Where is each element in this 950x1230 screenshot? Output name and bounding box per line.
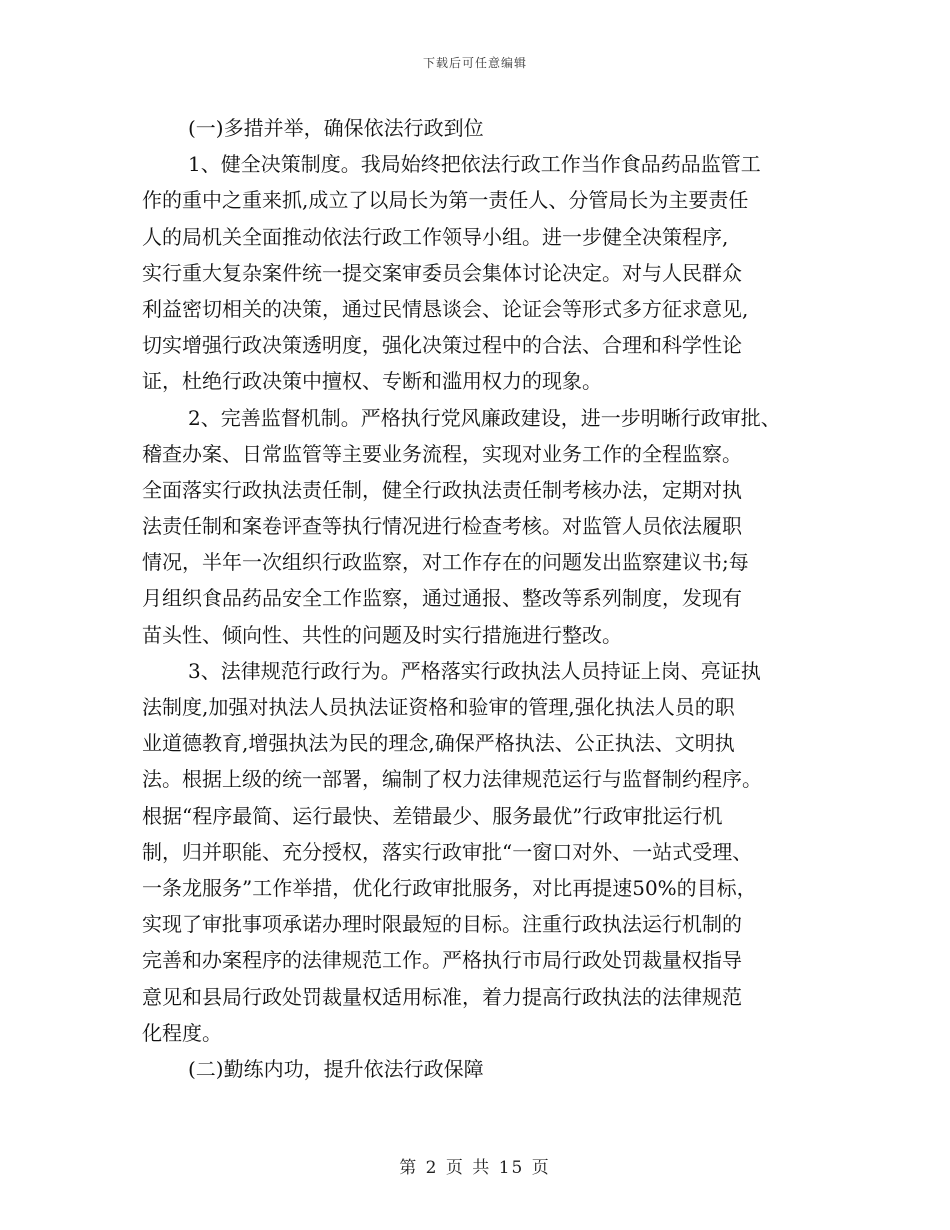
page-number-footer — [0, 1153, 950, 1178]
paragraph-line: 意见和县局行政处罚裁量权适用标准，着力提高行政执法的法律规范 — [142, 984, 742, 1009]
section-heading: (二)勤练内功，提升依法行政保障 — [188, 1056, 484, 1081]
footer-suffix: 页 — [531, 1158, 551, 1178]
paragraph-line: 完善和办案程序的法律规范工作。严格执行市局行政处罚裁量权指导 — [142, 948, 742, 973]
paragraph-line: 实行重大复杂案件统一提交案审委员会集体讨论决定。对与人民群众 — [142, 260, 742, 285]
paragraph-line: 3、法律规范行政行为。严格落实行政执法人员持证上岗、亮证执 — [188, 658, 761, 683]
paragraph-line: 利益密切相关的决策，通过民情恳谈会、论证会等形式多方征求意见, — [142, 296, 749, 321]
paragraph-line: 一条龙服务”工作举措，优化行政审批服务，对比再提速50%的目标， — [142, 875, 757, 900]
paragraph-line: 稽查办案、日常监管等主要业务流程，实现对业务工作的全程监察。 — [142, 441, 742, 466]
paragraph-line: 切实增强行政决策透明度，强化决策过程中的合法、合理和科学性论 — [142, 333, 742, 358]
paragraph-line: 情况，半年一次组织行政监察，对工作存在的问题发出监察建议书;每 — [142, 550, 749, 575]
paragraph-line: 化程度。 — [142, 1020, 222, 1045]
footer-current-page: 2 — [425, 1158, 439, 1178]
paragraph-line: 业道德教育,增强执法为民的理念,确保严格执法、公正执法、文明执 — [142, 731, 735, 756]
footer-middle: 页 共 — [445, 1158, 492, 1178]
footer-prefix: 第 — [399, 1158, 419, 1178]
paragraph-line: 证，杜绝行政决策中擅权、专断和滥用权力的现象。 — [142, 369, 602, 394]
paragraph-line: 实现了审批事项承诺办理时限最短的目标。注重行政执法运行机制的 — [142, 912, 742, 937]
paragraph-line: 人的局机关全面推动依法行政工作领导小组。进一步健全决策程序, — [142, 224, 729, 249]
section-heading: (一)多措并举，确保依法行政到位 — [188, 116, 484, 140]
paragraph-line: 法责任制和案卷评查等执行情况进行检查考核。对监管人员依法履职 — [142, 514, 742, 539]
paragraph-line: 根据“程序最简、运行最快、差错最少、服务最优”行政审批运行机 — [142, 803, 723, 828]
page-header-note: 下载后可任意编辑 — [422, 56, 527, 70]
paragraph-line: 苗头性、倾向性、共性的问题及时实行措施进行整改。 — [142, 622, 622, 647]
paragraph-line: 法。根据上级的统一部署，编制了权力法律规范运行与监督制约程序。 — [142, 767, 762, 792]
paragraph-line: 作的重中之重来抓,成立了以局长为第一责任人、分管局长为主要责任 — [142, 188, 749, 213]
paragraph-line: 2、完善监督机制。严格执行党风廉政建设，进一步明晰行政审批、 — [188, 405, 781, 430]
paragraph-line: 法制度,加强对执法人员执法证资格和验审的管理,强化执法人员的职 — [142, 695, 735, 719]
paragraph-line: 月组织食品药品安全工作监察，通过通报、整改等系列制度，发现有 — [142, 586, 742, 611]
footer-total-pages: 15 — [498, 1158, 525, 1178]
paragraph-line: 全面落实行政执法责任制，健全行政执法责任制考核办法，定期对执 — [142, 477, 742, 502]
document-body — [142, 110, 822, 1087]
paragraph-line: 1、健全决策制度。我局始终把依法行政工作当作食品药品监管工 — [188, 152, 761, 177]
paragraph-line: 制，归并职能、充分授权，落实行政审批“一窗口对外、一站式受理、 — [142, 839, 753, 864]
